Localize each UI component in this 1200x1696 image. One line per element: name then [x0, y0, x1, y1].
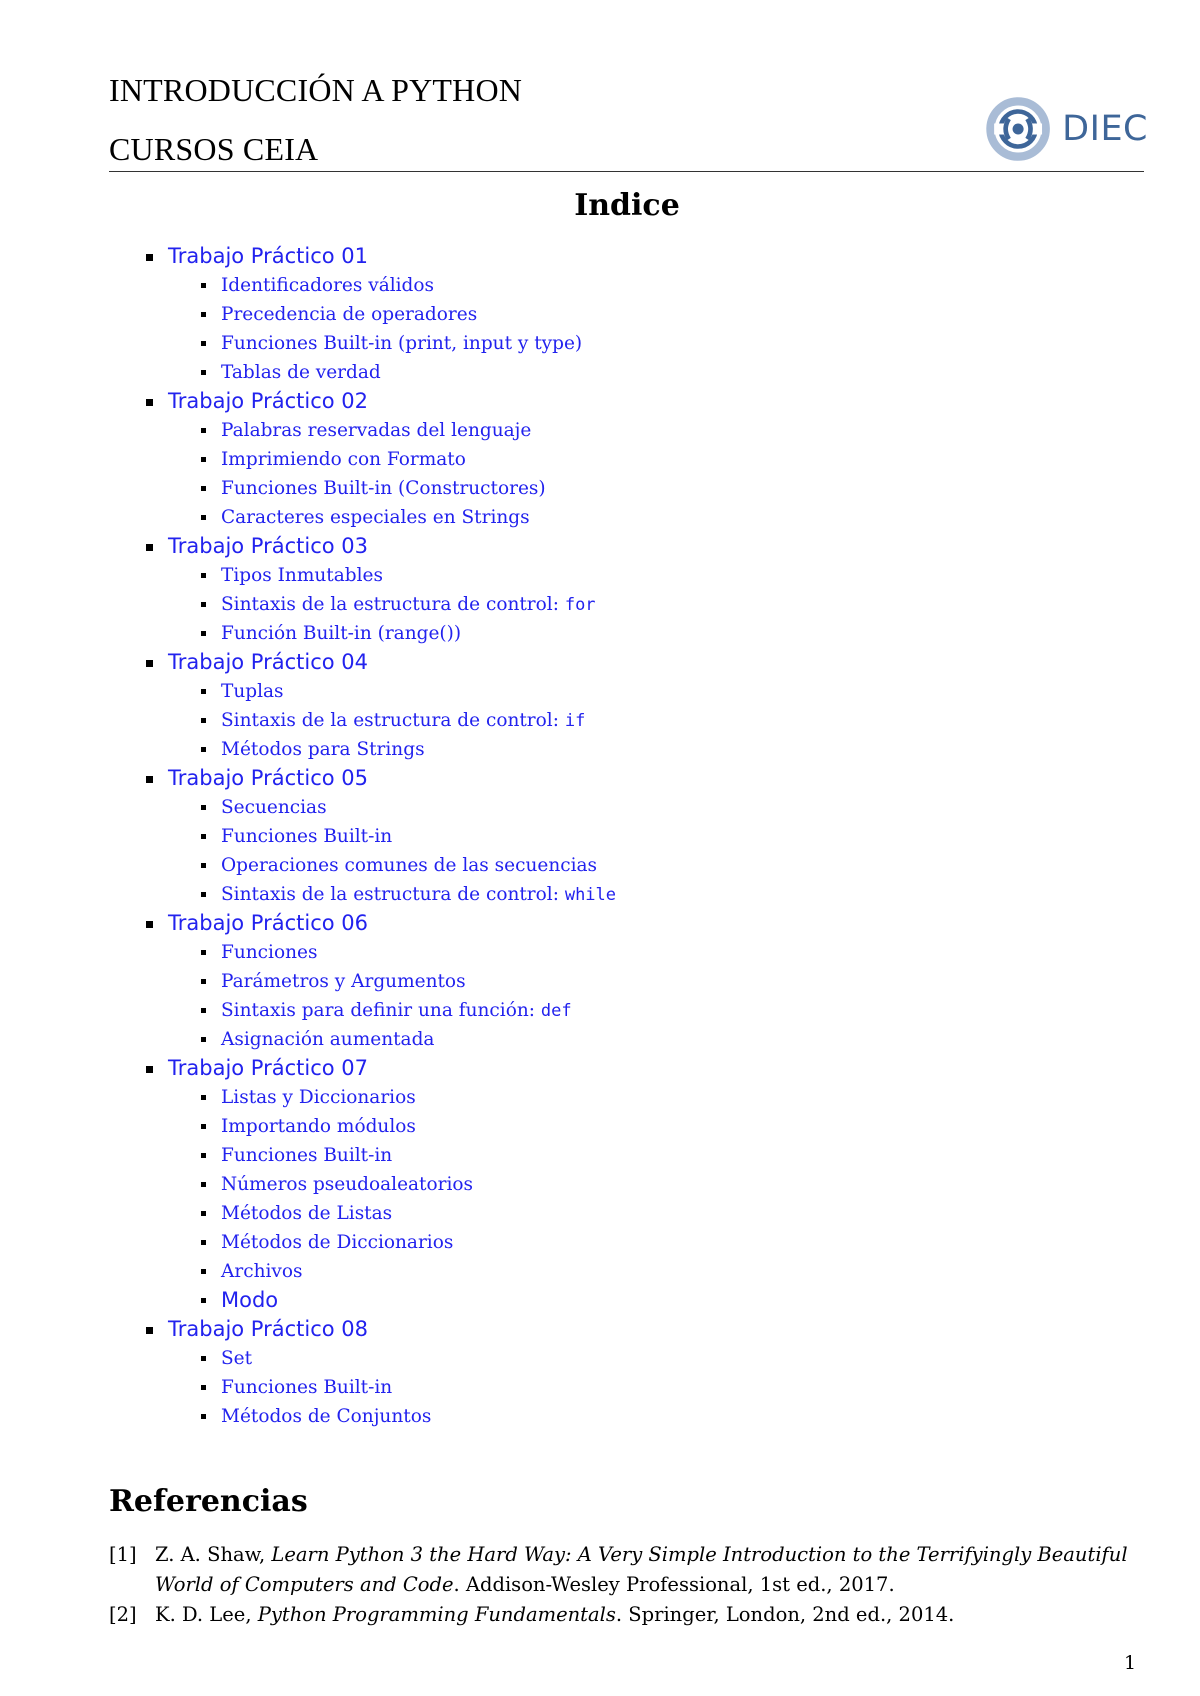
- toc-item-label: Funciones Built-in: [221, 1377, 393, 1398]
- small-square-bullet-icon: [201, 602, 206, 607]
- toc-item-label: Precedencia de operadores: [221, 304, 478, 325]
- page-number: 1: [1124, 1652, 1137, 1674]
- toc-item-link[interactable]: [146, 1373, 1146, 1402]
- reference-publisher: . Springer, London, 2nd ed., 2014.: [615, 1603, 955, 1626]
- toc-item-link[interactable]: [146, 300, 1146, 329]
- toc-item-label: Importando módulos: [221, 1116, 416, 1137]
- toc-section-label: Trabajo Práctico 07: [168, 1056, 369, 1080]
- toc-item-label: Sintaxis de la estructura de control:: [221, 594, 565, 615]
- square-bullet-icon: [146, 921, 153, 928]
- small-square-bullet-icon: [201, 1414, 206, 1419]
- toc-item-label: Funciones: [221, 942, 318, 963]
- course-title: INTRODUCCIÓN A PYTHON: [109, 72, 523, 108]
- toc-item-link[interactable]: [146, 503, 1146, 532]
- reference-title: Learn Python 3 the Hard Way: A Very Simple Introduction to the Terrifyingly Beautiful World of Computers and Code: [155, 1543, 1128, 1596]
- toc-item-label: Tuplas: [221, 681, 284, 702]
- square-bullet-icon: [146, 660, 153, 667]
- toc-item-link[interactable]: [146, 561, 1146, 590]
- small-square-bullet-icon: [201, 573, 206, 578]
- square-bullet-icon: [146, 776, 153, 783]
- toc-item-link[interactable]: [146, 1141, 1146, 1170]
- toc-item-label: Asignación aumentada: [221, 1029, 435, 1050]
- toc-item-code: while: [564, 885, 617, 905]
- toc-item-label: Caracteres especiales en Strings: [221, 507, 530, 528]
- toc-item-code: def: [540, 1001, 572, 1021]
- toc-item-link[interactable]: [146, 822, 1146, 851]
- toc-item-label: Números pseudoaleatorios: [221, 1174, 474, 1195]
- toc-item-link[interactable]: [146, 706, 1146, 735]
- toc-section-link[interactable]: [146, 764, 1146, 793]
- square-bullet-icon: [146, 1327, 153, 1334]
- toc-item-link[interactable]: [146, 793, 1146, 822]
- toc-item-link[interactable]: [146, 1025, 1146, 1054]
- small-square-bullet-icon: [201, 515, 206, 520]
- small-square-bullet-icon: [201, 979, 206, 984]
- toc-item-label: Set: [221, 1348, 253, 1369]
- logo-text: DIEC: [1062, 109, 1148, 149]
- toc-item-code: for: [564, 595, 596, 615]
- toc-item-label: Modo: [221, 1288, 279, 1312]
- diec-emblem-icon: [984, 92, 1052, 166]
- small-square-bullet-icon: [201, 805, 206, 810]
- toc-item-label: Función Built-in (range()): [221, 623, 462, 644]
- toc-section-label: Trabajo Práctico 05: [168, 766, 369, 790]
- toc-item-label: Identificadores válidos: [221, 275, 435, 296]
- small-square-bullet-icon: [201, 863, 206, 868]
- reference-item: [109, 1600, 1149, 1630]
- toc-section-link[interactable]: [146, 242, 1146, 271]
- toc-item-link[interactable]: [146, 329, 1146, 358]
- toc-item-link[interactable]: [146, 1286, 1146, 1315]
- reference-publisher: . Addison-Wesley Professional, 1st ed., 2017.: [453, 1573, 895, 1596]
- toc-item-link[interactable]: [146, 1344, 1146, 1373]
- reference-number: [1]: [109, 1543, 137, 1566]
- toc-item-link[interactable]: [146, 445, 1146, 474]
- toc-item-label: Métodos de Listas: [221, 1203, 393, 1224]
- small-square-bullet-icon: [201, 1356, 206, 1361]
- toc-section-label: Trabajo Práctico 01: [168, 244, 369, 268]
- toc-section-label: Trabajo Práctico 08: [168, 1317, 369, 1341]
- header-divider: [109, 171, 1144, 172]
- toc-section-link[interactable]: [146, 1054, 1146, 1083]
- reference-number: [2]: [109, 1603, 137, 1626]
- small-square-bullet-icon: [201, 689, 206, 694]
- toc-item-label: Funciones Built-in: [221, 1145, 393, 1166]
- small-square-bullet-icon: [201, 1008, 206, 1013]
- toc-section-link[interactable]: [146, 532, 1146, 561]
- toc-item-label: Tipos Inmutables: [221, 565, 383, 586]
- small-square-bullet-icon: [201, 1037, 206, 1042]
- toc-item-label: Imprimiendo con Formato: [221, 449, 466, 470]
- small-square-bullet-icon: [201, 1298, 206, 1303]
- toc-item-label: Sintaxis para definir una función:: [221, 1000, 541, 1021]
- toc-section-link[interactable]: [146, 648, 1146, 677]
- references-title: Referencias: [109, 1484, 308, 1519]
- small-square-bullet-icon: [201, 1240, 206, 1245]
- toc-item-label: Listas y Diccionarios: [221, 1087, 416, 1108]
- small-square-bullet-icon: [201, 428, 206, 433]
- small-square-bullet-icon: [201, 1385, 206, 1390]
- toc-section-link[interactable]: [146, 387, 1146, 416]
- toc-section-label: Trabajo Práctico 03: [168, 534, 369, 558]
- toc-title: Indice: [574, 188, 680, 223]
- toc-item-link[interactable]: [146, 1199, 1146, 1228]
- small-square-bullet-icon: [201, 312, 206, 317]
- toc-item-label: Métodos para Strings: [221, 739, 425, 760]
- toc-item-link[interactable]: [146, 1228, 1146, 1257]
- reference-authors: K. D. Lee,: [155, 1603, 258, 1626]
- toc-item-label: Parámetros y Argumentos: [221, 971, 466, 992]
- small-square-bullet-icon: [201, 457, 206, 462]
- toc-item-link[interactable]: [146, 851, 1146, 880]
- toc-item-label: Métodos de Conjuntos: [221, 1406, 432, 1427]
- small-square-bullet-icon: [201, 341, 206, 346]
- small-square-bullet-icon: [201, 1182, 206, 1187]
- small-square-bullet-icon: [201, 892, 206, 897]
- toc-item-label: Secuencias: [221, 797, 327, 818]
- toc-item-link[interactable]: [146, 996, 1146, 1025]
- toc-item-link[interactable]: [146, 619, 1146, 648]
- small-square-bullet-icon: [201, 1269, 206, 1274]
- toc-section-label: Trabajo Práctico 04: [168, 650, 369, 674]
- small-square-bullet-icon: [201, 1153, 206, 1158]
- toc-item-link[interactable]: [146, 938, 1146, 967]
- toc-item-link[interactable]: [146, 271, 1146, 300]
- toc-item-label: Archivos: [221, 1261, 303, 1282]
- toc-item-label: Tablas de verdad: [221, 362, 381, 383]
- toc-section-label: Trabajo Práctico 02: [168, 389, 369, 413]
- small-square-bullet-icon: [201, 834, 206, 839]
- toc-item-label: Palabras reservadas del lenguaje: [221, 420, 532, 441]
- square-bullet-icon: [146, 254, 153, 261]
- small-square-bullet-icon: [201, 1124, 206, 1129]
- toc-item-label: Funciones Built-in (print, input y type): [221, 333, 583, 354]
- toc-item-link[interactable]: [146, 735, 1146, 764]
- small-square-bullet-icon: [201, 747, 206, 752]
- toc-item-label: Sintaxis de la estructura de control:: [221, 710, 565, 731]
- small-square-bullet-icon: [201, 631, 206, 636]
- toc-section-label: Trabajo Práctico 06: [168, 911, 369, 935]
- reference-title: Python Programming Fundamentals: [257, 1603, 616, 1626]
- small-square-bullet-icon: [201, 950, 206, 955]
- toc-item-label: Funciones Built-in (Constructores): [221, 478, 546, 499]
- toc-item-link[interactable]: [146, 967, 1146, 996]
- toc-item-link[interactable]: [146, 1170, 1146, 1199]
- reference-item: [109, 1540, 1149, 1600]
- toc-section-link[interactable]: [146, 909, 1146, 938]
- toc-item-code: if: [564, 711, 586, 731]
- toc-item-link[interactable]: [146, 880, 1146, 909]
- toc-item-label: Operaciones comunes de las secuencias: [221, 855, 598, 876]
- course-subtitle: CURSOS CEIA: [109, 131, 319, 167]
- small-square-bullet-icon: [201, 718, 206, 723]
- toc-item-link[interactable]: [146, 677, 1146, 706]
- toc-item-link[interactable]: [146, 1402, 1146, 1431]
- small-square-bullet-icon: [201, 1095, 206, 1100]
- toc-item-link[interactable]: [146, 1257, 1146, 1286]
- toc-item-link[interactable]: [146, 1112, 1146, 1141]
- toc-item-link[interactable]: [146, 358, 1146, 387]
- toc-item-label: Métodos de Diccionarios: [221, 1232, 454, 1253]
- toc-item-link[interactable]: [146, 416, 1146, 445]
- square-bullet-icon: [146, 1066, 153, 1073]
- small-square-bullet-icon: [201, 370, 206, 375]
- toc-item-link[interactable]: [146, 1083, 1146, 1112]
- diec-logo: [984, 92, 1148, 166]
- small-square-bullet-icon: [201, 486, 206, 491]
- small-square-bullet-icon: [201, 1211, 206, 1216]
- toc-item-link[interactable]: [146, 590, 1146, 619]
- square-bullet-icon: [146, 544, 153, 551]
- toc-item-label: Funciones Built-in: [221, 826, 393, 847]
- table-of-contents: [146, 242, 1146, 1431]
- toc-item-link[interactable]: [146, 474, 1146, 503]
- toc-section-link[interactable]: [146, 1315, 1146, 1344]
- small-square-bullet-icon: [201, 283, 206, 288]
- square-bullet-icon: [146, 399, 153, 406]
- toc-item-label: Sintaxis de la estructura de control:: [221, 884, 565, 905]
- reference-authors: Z. A. Shaw,: [155, 1543, 272, 1566]
